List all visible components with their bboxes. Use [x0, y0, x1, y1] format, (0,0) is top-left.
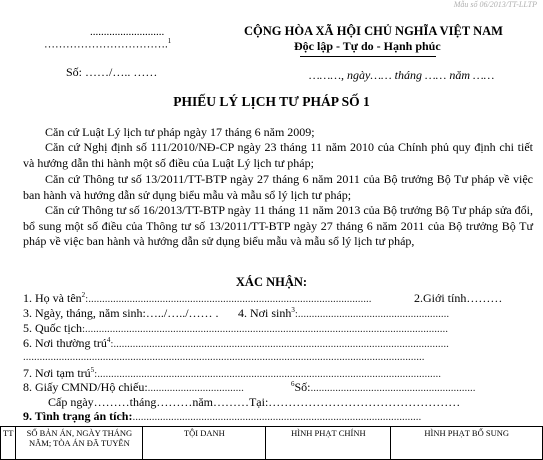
col-header-tt: TT: [1, 427, 16, 460]
field-birthdate: 3. Ngày, tháng, năm sinh:…../…../…… .: [23, 306, 219, 320]
agency-line-2: [44, 37, 171, 51]
footnote-1: 1: [167, 37, 172, 45]
col-header-charge: TỘI DANH: [143, 427, 266, 460]
date-line: ………, ngày…… tháng …… năm ……: [309, 68, 495, 82]
footnote-5: 5: [90, 366, 95, 374]
field-full-name-dots: :.......................................................................................................: [85, 293, 372, 305]
field-permanent-residence-line2: ..................................................................................................................................................: [23, 351, 425, 363]
legal-basis-3: Căn cứ Thông tư số 13/2011/TT-BTP ngày 27 tháng 6 năm 2011 của Bộ trưởng Bộ Tư pháp về việc ban hành và hướng dẫn sử dụng biểu mẫu và mẫu sổ lý lịch tư pháp;: [23, 172, 533, 202]
field-nationality-label: 5. Quốc tịch: [23, 321, 82, 335]
page-title: PHIẾU LÝ LỊCH TƯ PHÁP SỐ 1: [173, 94, 370, 109]
footnote-3: 3: [291, 306, 295, 314]
legal-basis-2: Căn cứ Nghị định số 111/2010/NĐ-CP ngày 23 tháng 11 năm 2010 của Chính phủ quy định chi tiết và hướng dẫn thi hành một số điều của Luật Lý lịch tư pháp;: [23, 140, 533, 170]
form-code: Mẫu số 06/2013/TT-LLTP: [453, 0, 537, 9]
field-permanent-residence-label: 6. Nơi thường trú: [23, 336, 107, 350]
footnote-2: 2: [81, 291, 86, 299]
field-birthplace-dots: :.......................................................: [294, 308, 450, 320]
field-temporary-residence: [23, 366, 441, 381]
table-header-row: [1, 427, 543, 460]
field-temporary-residence-dots: :.............................................................................................................................: [94, 368, 441, 380]
footnote-4: 4: [106, 336, 111, 344]
legal-basis-4: Căn cứ Thông tư số 16/2013/TT-BTP ngày 11 tháng 11 năm 2013 của Bộ trưởng Bộ Tư pháp sửa đổi, bổ sung một số điều của Thông tư số 13/2011/TT-BTP ngày 27 tháng 6 năm 2011 của Bộ trưởng Bộ Tư pháp về việc ban hành và hướng dẫn sử dụng biểu mẫu và mẫu sổ lý lịch tư pháp,: [23, 203, 533, 248]
field-full-name: [23, 291, 371, 306]
col-header-additional-penalty: HÌNH PHẠT BỔ SUNG: [391, 427, 543, 460]
field-birthplace-label: 4. Nơi sinh: [238, 306, 292, 320]
criminal-record-table: [0, 426, 543, 460]
field-id-number: [291, 380, 476, 395]
field-criminal-record-dots: .........................................................................................................: [132, 411, 422, 423]
col-header-verdict: SỐ BẢN ÁN, NGÀY THÁNG NĂM; TÒA ÁN ĐÃ TUYÊN: [16, 427, 143, 460]
field-permanent-residence: [23, 336, 449, 351]
field-criminal-record-label: 9. Tình trạng án tích:: [23, 409, 133, 423]
field-id-issue: Cấp ngày………tháng………năm………Tại:…………………………………………: [48, 395, 461, 409]
field-id-card-dots: ...................................: [147, 382, 244, 394]
republic-heading: CỘNG HÒA XÃ HỘI CHỦ NGHĨA VIỆT NAM: [244, 24, 503, 38]
field-gender-dots: ………: [466, 291, 503, 305]
field-id-number-label: Số:: [294, 380, 311, 394]
field-id-card-label: 8. Giấy CMND/Hộ chiếu:: [23, 380, 148, 394]
field-permanent-residence-dots: :..........................................................................................................................: [110, 338, 449, 350]
motto-underline: [300, 56, 436, 57]
field-id-card: [23, 380, 244, 395]
field-gender: [414, 291, 502, 306]
legal-basis-1: Căn cứ Luật Lý lịch tư pháp ngày 17 tháng 6 năm 2009;: [45, 125, 315, 139]
col-header-main-penalty: HÌNH PHẠT CHÍNH: [266, 427, 391, 460]
field-criminal-record: [23, 409, 421, 424]
document-number: Số: ……/….. ……: [66, 65, 158, 79]
agency-line-2-dots: …………………………….: [44, 38, 168, 51]
field-full-name-label: 1. Họ và tên: [23, 291, 82, 305]
field-id-number-dots: ............................................................: [310, 382, 476, 394]
confirm-heading: XÁC NHẬN:: [235, 275, 308, 289]
field-temporary-residence-label: 7. Nơi tạm trú: [23, 366, 91, 380]
field-gender-label: 2.Giới tính: [414, 291, 467, 305]
field-nationality-dots: :....................................................................................................................................: [82, 323, 449, 335]
footnote-6: 6: [291, 380, 295, 388]
field-birthplace: [238, 306, 449, 321]
motto: Độc lập - Tự do - Hạnh phúc: [294, 39, 441, 53]
field-nationality: [23, 321, 448, 336]
agency-line-1: ...........................: [90, 26, 165, 38]
